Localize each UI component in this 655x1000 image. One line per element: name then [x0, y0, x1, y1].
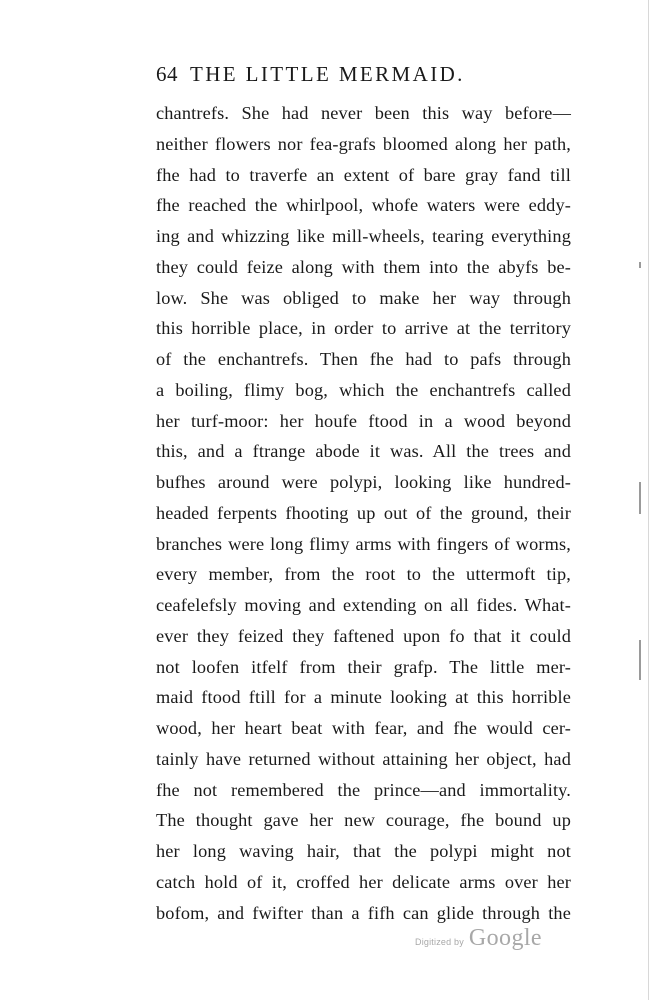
- text-line: ever they feized they faftened upon fo that it could: [156, 625, 571, 646]
- text-line: tainly have returned without attaining her object, had: [156, 748, 571, 769]
- gutter-mark: [639, 640, 641, 680]
- text-line: her long waving hair, that the polypi might not: [156, 841, 571, 861]
- text-line: catch hold of it, croffed her delicate arms over her: [156, 871, 571, 892]
- text-line: not loofen itfelf from their grafp. The little mer-: [156, 656, 571, 677]
- watermark-prefix: Digitized by: [415, 937, 464, 947]
- page-edge: [648, 0, 649, 1000]
- google-logo: Google: [468, 925, 542, 951]
- text-line: bufhes around were polypi, looking like hundred-: [156, 472, 571, 492]
- text-line: low. She was obliged to make her way through: [156, 287, 571, 308]
- text-line: of the enchantrefs. Then fhe had to pafs through: [156, 349, 571, 369]
- text-line: her turf-moor: her houfe ftood in a wood beyond: [156, 410, 571, 431]
- text-line: ing and whizzing like mill-wheels, tearing everything: [156, 226, 571, 246]
- text-line: this horrible place, in order to arrive at the territory: [156, 318, 571, 339]
- gutter-mark: [639, 482, 641, 514]
- digitized-watermark: [415, 925, 542, 952]
- text-line: wood, her heart beat with fear, and fhe would cer-: [156, 718, 571, 738]
- text-line: branches were long flimy arms with fingers of worms,: [156, 533, 571, 554]
- text-line: fhe had to traverfe an extent of bare gray fand till: [156, 164, 571, 185]
- text-line: maid ftood ftill for a minute looking at this horrible: [156, 687, 571, 708]
- text-line: The thought gave her new courage, fhe bound up: [156, 810, 571, 831]
- text-line: a boiling, flimy bog, which the enchantrefs called: [156, 379, 571, 400]
- text-line: chantrefs. She had never been this way before—: [156, 103, 571, 123]
- text-line: ceafelefsly moving and extending on all fides. What-: [156, 595, 571, 615]
- page-number: 64: [156, 62, 178, 86]
- text-line: headed ferpents fhooting up out of the ground, their: [156, 502, 571, 523]
- text-line: neither flowers nor fea-grafs bloomed along her path,: [156, 133, 571, 154]
- gutter-mark: [639, 262, 641, 268]
- text-line: this, and a ftrange abode it was. All the trees and: [156, 441, 571, 462]
- body-text: [156, 98, 571, 928]
- text-line: fhe reached the whirlpool, whofe waters were eddy-: [156, 195, 571, 216]
- text-line: fhe not remembered the prince—and immortality.: [156, 779, 571, 800]
- running-head: [156, 62, 576, 90]
- text-line: they could feize along with them into the abyfs be-: [156, 256, 571, 277]
- running-title: THE LITTLE MERMAID.: [190, 62, 465, 86]
- text-line: every member, from the root to the uttermoft tip,: [156, 564, 571, 585]
- text-line: bofom, and fwifter than a fifh can glide through the: [156, 902, 571, 923]
